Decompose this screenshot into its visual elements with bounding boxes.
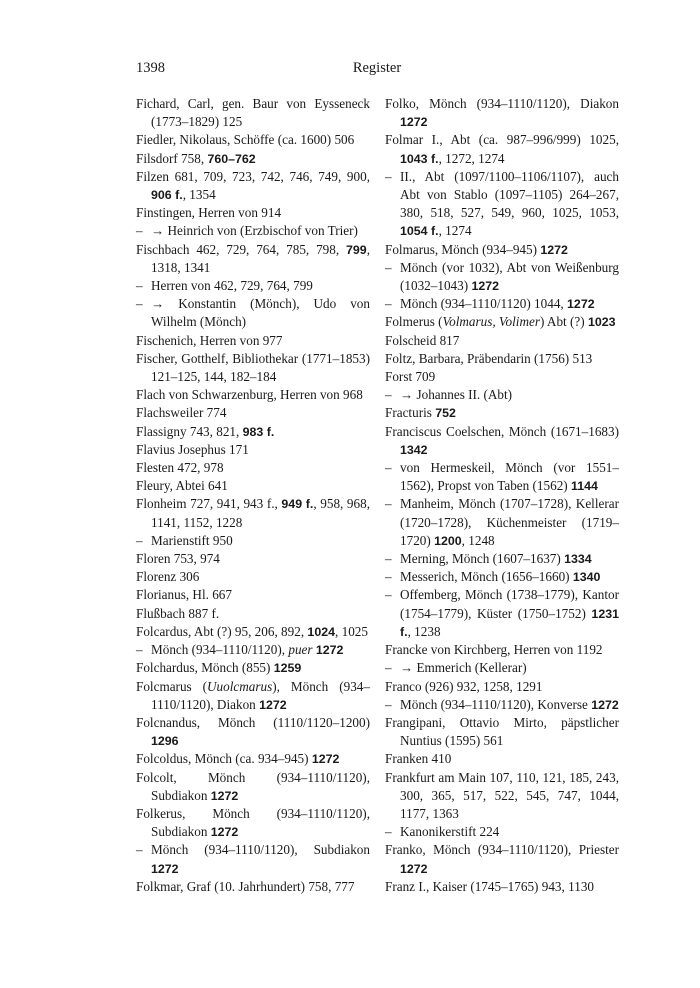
entry-text: Finstingen, Herren von 914 (136, 205, 282, 221)
entry-text: Franciscus Coelschen, Mönch (1671–1683) (385, 423, 619, 439)
entry-text: Folcnandus, Mönch (1110/1120–1200) (136, 714, 370, 730)
entry-text: Folmar I., Abt (ca. 987–996/999) 1025, (385, 132, 619, 148)
entry-text: Flonheim 727, 941, 943 f., (136, 496, 282, 512)
entry-text: , 958, 968, 1141, 1152, 1228 (151, 496, 371, 530)
entry-text: Florenz 306 (136, 569, 200, 585)
index-entry (136, 332, 370, 350)
index-entry (385, 878, 619, 896)
bold-reference: 1259 (273, 661, 302, 676)
index-entry (136, 204, 370, 222)
bold-reference: 760–762 (207, 151, 256, 166)
entry-text: Merning, Mönch (1607–1637) (400, 551, 565, 567)
bold-reference: 752 (435, 406, 456, 421)
entry-text: Foltz, Barbara, Präbendarin (1756) 513 (385, 350, 593, 366)
index-entry (136, 623, 370, 641)
entry-text: , 1025 (335, 623, 368, 639)
entry-text: Folcolt, Mönch (934–1110/1120), Subdiakon (136, 769, 370, 803)
entry-text: II., Abt (1097/1100–1106/1107), auch Abt von Stablo (1097–1105) 264–267, 380, 518, 527, 549, 960, 1025, 1053, (400, 168, 619, 221)
index-subentry (385, 586, 619, 641)
bold-reference: 1272 (400, 115, 428, 130)
entry-text: → Emmerich (Kellerar) (400, 660, 527, 676)
index-subentry (385, 168, 619, 241)
index-entry (136, 495, 370, 531)
entry-text: → Johannes II. (Abt) (400, 387, 513, 403)
bold-reference: 1272 (210, 788, 239, 803)
index-entry (136, 805, 370, 841)
entry-text: von Hermeskeil, Mönch (vor 1551–1562), Propst von Taben (1562) (400, 460, 619, 494)
bold-reference: 1272 (591, 697, 619, 712)
entry-text: Fiedler, Nikolaus, Schöffe (ca. 1600) 506 (136, 132, 355, 148)
entry-text: → Konstantin (Mönch), Udo von Wilhelm (Mönch) (151, 296, 370, 330)
index-subentry (385, 495, 619, 550)
index-entry (136, 150, 370, 168)
entry-text: Kanonikerstift 224 (400, 824, 500, 840)
bold-reference: 1231 f. (400, 606, 619, 639)
index-entry (136, 350, 370, 386)
index-entry (136, 441, 370, 459)
entry-text: Fischbach 462, 729, 764, 785, 798, (136, 241, 347, 257)
entry-text: , 1238 (407, 623, 441, 639)
entry-text: , 1354 (182, 187, 216, 203)
entry-text: Filzen 681, 709, 723, 742, 746, 749, 900, (136, 168, 370, 184)
bold-reference: 1272 (567, 297, 595, 312)
index-subentry (136, 277, 370, 295)
entry-text: Marienstift 950 (151, 532, 233, 548)
page-header (136, 60, 618, 80)
index-entry (385, 131, 619, 167)
index-entry (385, 241, 619, 259)
bold-reference: 799 (346, 242, 367, 257)
index-subentry (385, 823, 619, 841)
entry-text: Folcardus, Abt (?) 95, 206, 892, (136, 623, 308, 639)
entry-text: Franko, Mönch (934–1110/1120), Priester (385, 842, 619, 858)
bold-reference: 1144 (571, 479, 598, 494)
index-entry (136, 769, 370, 805)
entry-text: Folcmarus ( (136, 678, 208, 694)
index-entry (136, 568, 370, 586)
index-entry (136, 750, 370, 768)
index-entry (136, 659, 370, 677)
entry-text: Mönch (934–1110/1120), (151, 642, 289, 658)
entry-text: Filsdorf 758, (136, 150, 208, 166)
bold-reference: 1272 (400, 861, 428, 876)
entry-text: Mönch (934–1110/1120), Subdiakon (151, 842, 370, 858)
entry-text: Fischer, Gotthelf, Bibliothekar (1771–1853) 121–125, 144, 182–184 (136, 350, 370, 385)
bold-reference: 1272 (259, 697, 287, 712)
index-entry (136, 550, 370, 568)
index-subentry (136, 295, 370, 331)
bold-reference: 1272 (315, 643, 344, 658)
bold-reference: 906 f. (151, 188, 183, 203)
bold-reference: 1272 (471, 279, 500, 294)
entry-text: Folmerus ( (385, 314, 443, 330)
entry-text: Fischenich, Herren von 977 (136, 332, 283, 348)
bold-reference: 1272 (151, 861, 179, 876)
bold-reference: 1023 (587, 315, 616, 330)
entry-text: Manheim, Mönch (1707–1728), Kellerar (1720–1728), Küchenmeister (1719–1720) (400, 496, 619, 548)
index-subentry (136, 841, 370, 877)
entry-text: Mönch (vor 1032), Abt von Weißenburg (1032–1043) (400, 259, 619, 294)
entry-text: Frangipani, Ottavio Mirto, päpstlicher Nuntius (1595) 561 (385, 714, 619, 749)
entry-text: Flachsweiler 774 (136, 405, 227, 421)
entry-text: → Heinrich von (Erzbischof von Trier) (151, 223, 358, 239)
entry-text: Herren von 462, 729, 764, 799 (151, 278, 313, 294)
index-column-left (136, 95, 370, 896)
index-entry (385, 404, 619, 422)
index-entry (136, 241, 370, 277)
entry-text: Floren 753, 974 (136, 551, 220, 567)
index-subentry (136, 532, 370, 550)
bold-reference: 1054 f. (400, 224, 439, 239)
index-entry (385, 750, 619, 768)
bold-reference: 1342 (400, 442, 428, 457)
index-entry (136, 714, 370, 750)
index-subentry (385, 459, 619, 495)
entry-text: Franken 410 (385, 751, 452, 767)
entry-text: Folcoldus, Mönch (ca. 934–945) (136, 751, 312, 767)
entry-text: , 1274 (438, 223, 472, 239)
index-entry (385, 641, 619, 659)
index-entry (136, 878, 370, 896)
index-subentry (385, 659, 619, 677)
bold-reference: 949 f. (281, 497, 314, 512)
entry-text: ), Mönch (934–1110/1120), Diakon (151, 678, 370, 712)
bold-reference: 1272 (311, 752, 340, 767)
italic-text: Uuolcmarus (207, 678, 273, 694)
entry-text: Florianus, Hl. 667 (136, 587, 232, 603)
index-entry (385, 423, 619, 459)
entry-text: Fichard, Carl, gen. Baur von Eysseneck (1773–1829) 125 (136, 96, 370, 130)
entry-text: Flavius Josephus 171 (136, 441, 249, 457)
index-entry (136, 678, 370, 714)
bold-reference: 1272 (540, 242, 568, 257)
bold-reference: 1200 (434, 533, 462, 548)
entry-text: Franco (926) 932, 1258, 1291 (385, 678, 543, 694)
index-entry (136, 605, 370, 623)
bold-reference: 1272 (210, 825, 239, 840)
bold-reference: 1340 (572, 570, 601, 585)
entry-text: Folkmar, Graf (10. Jahrhundert) 758, 777 (136, 878, 355, 894)
entry-text: Fleury, Abtei 641 (136, 478, 228, 494)
index-subentry (385, 259, 619, 295)
index-subentry (385, 295, 619, 313)
index-entry (136, 131, 370, 149)
entry-text: Folmarus, Mönch (934–945) (385, 241, 541, 257)
index-entry (136, 404, 370, 422)
entry-text: Francke von Kirchberg, Herren von 1192 (385, 642, 603, 658)
index-entry (136, 168, 370, 204)
index-subentry (136, 641, 370, 659)
index-entry (136, 459, 370, 477)
entry-text: Flassigny 743, 821, (136, 423, 243, 439)
entry-text: Flesten 472, 978 (136, 460, 224, 476)
italic-text: puer (288, 642, 313, 658)
index-column-right (385, 95, 619, 896)
index-entry (385, 678, 619, 696)
entry-text: Flußbach 887 f. (136, 605, 220, 621)
index-entry (385, 313, 619, 331)
entry-text: , 1248 (461, 532, 495, 548)
index-entry (385, 368, 619, 386)
entry-text: Folchardus, Mönch (855) (136, 660, 274, 676)
entry-text: Mönch (934–1110/1120), Konverse (400, 696, 592, 712)
entry-text: Folscheid 817 (385, 332, 460, 348)
index-entry (136, 95, 370, 131)
index-entry (385, 95, 619, 131)
entry-text: Flach von Schwarzenburg, Herren von 968 (136, 387, 363, 403)
index-subentry (385, 568, 619, 586)
entry-text: Folko, Mönch (934–1110/1120), Diakon (385, 96, 619, 111)
index-subentry (385, 386, 619, 404)
index-subentry (385, 696, 619, 714)
index-entry (385, 714, 619, 750)
entry-text: Messerich, Mönch (1656–1660) (400, 569, 573, 585)
bold-reference: 983 f. (242, 424, 275, 439)
index-entry (136, 423, 370, 441)
running-head: Register (352, 60, 402, 76)
entry-text: Mönch (934–1110/1120) 1044, (400, 296, 568, 312)
index-entry (385, 332, 619, 350)
entry-text: Frankfurt am Main 107, 110, 121, 185, 243, 300, 365, 517, 522, 545, 747, 1044, 1177, 1363 (385, 769, 619, 821)
bold-reference: 1334 (564, 552, 592, 567)
index-entry (136, 477, 370, 495)
entry-text: Franz I., Kaiser (1745–1765) 943, 1130 (385, 878, 595, 894)
index-entry (385, 769, 619, 824)
bold-reference: 1043 f. (400, 151, 439, 166)
italic-text: Volmarus, Volimer (442, 314, 540, 330)
index-subentry (385, 550, 619, 568)
entry-text: Folkerus, Mönch (934–1110/1120), Subdiakon (136, 805, 370, 840)
index-entry (385, 841, 619, 877)
index-subentry (136, 222, 370, 240)
entry-text: Offemberg, Mönch (1738–1779), Kantor (1754–1779), Küster (1750–1752) (400, 587, 619, 621)
index-entry (136, 386, 370, 404)
entry-text: Fracturis (385, 405, 436, 421)
entry-text: , 1272, 1274 (438, 150, 505, 166)
bold-reference: 1024 (307, 624, 335, 639)
bold-reference: 1296 (151, 734, 179, 749)
entry-text: Forst 709 (385, 369, 436, 385)
index-entry (136, 586, 370, 604)
entry-text: ) Abt (?) (539, 314, 588, 330)
entry-text: , 1318, 1341 (151, 241, 370, 275)
page-number: 1398 (136, 60, 165, 76)
index-entry (385, 350, 619, 368)
